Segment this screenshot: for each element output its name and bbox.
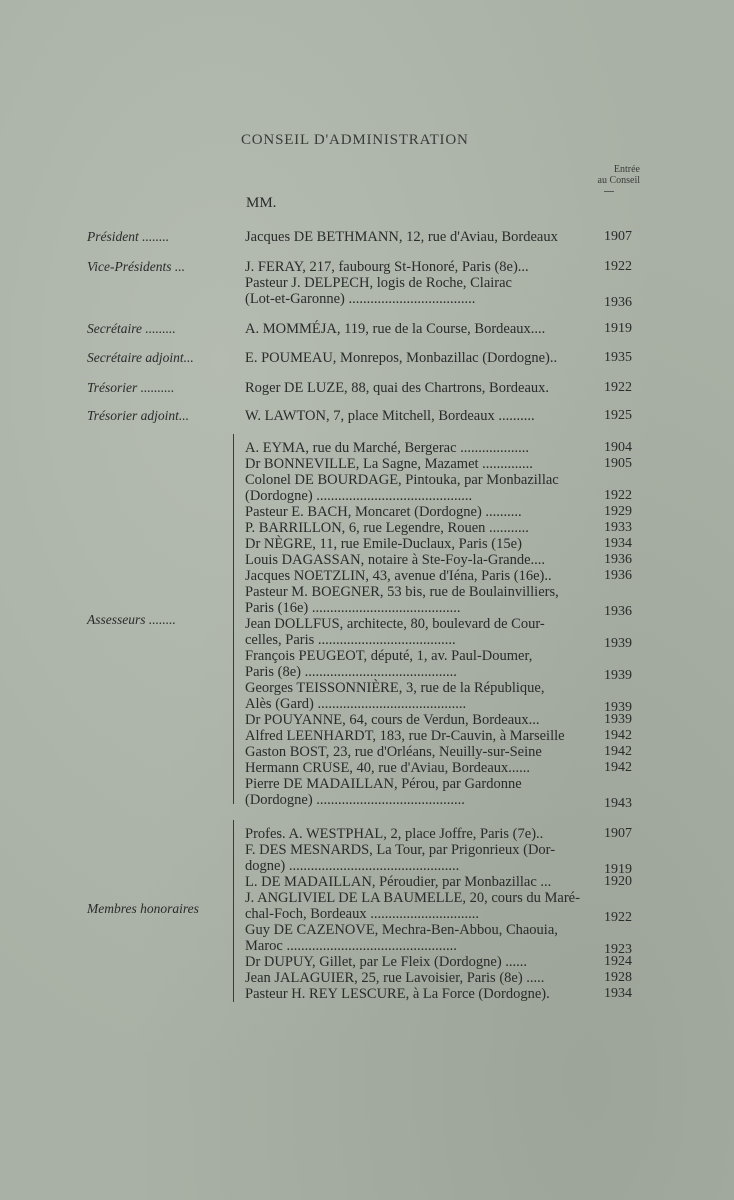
member-line xyxy=(245,456,639,472)
member-text: Paris (16e) ......................................... xyxy=(245,600,461,616)
member-text: chal-Foch, Bordeaux .............................. xyxy=(245,906,479,922)
member-line xyxy=(245,986,639,1002)
member-line xyxy=(245,600,639,616)
entry-year: 1942 xyxy=(604,744,632,759)
mm-label: MM. xyxy=(246,195,277,211)
entry-year: 1907 xyxy=(604,826,632,841)
member-text: Dr BONNEVILLE, La Sagne, Mazamet .............. xyxy=(245,456,533,472)
entry-year: 1928 xyxy=(604,970,632,985)
member-line xyxy=(245,616,639,632)
member-line xyxy=(245,696,639,712)
member-line xyxy=(245,744,639,760)
member-line xyxy=(245,440,639,456)
member-text: (Dordogne) ......................................... xyxy=(245,792,465,808)
entry-year: 1919 xyxy=(604,321,632,336)
member-line xyxy=(245,321,639,337)
member-line xyxy=(245,680,639,696)
member-text: A. EYMA, rue du Marché, Bergerac ................... xyxy=(245,440,530,456)
member-line xyxy=(245,890,639,906)
member-text: dogne) ............................................... xyxy=(245,858,460,874)
member-text: (Lot-et-Garonne) ................................... xyxy=(245,291,476,307)
member-line xyxy=(245,858,639,874)
entree-header-line-2: au Conseil xyxy=(597,175,640,186)
header-dash xyxy=(604,191,614,192)
member-text: Pierre DE MADAILLAN, Pérou, par Gardonne xyxy=(245,776,522,792)
role-tresorier-adjoint: Trésorier adjoint... xyxy=(87,408,190,423)
member-text: Pasteur J. DELPECH, logis de Roche, Clairac xyxy=(245,275,512,291)
page-title: CONSEIL D'ADMINISTRATION xyxy=(241,132,469,148)
member-line xyxy=(245,826,639,842)
entry-year: 1905 xyxy=(604,456,632,471)
member-text: Alès (Gard) ......................................... xyxy=(245,696,467,712)
member-text: F. DES MESNARDS, La Tour, par Prigonrieux (Dor- xyxy=(245,842,556,858)
member-text: Pasteur E. BACH, Moncaret (Dordogne) .......... xyxy=(245,504,522,520)
member-text: J. FERAY, 217, faubourg St-Honoré, Paris (8e)... xyxy=(245,259,529,275)
member-line xyxy=(245,275,639,291)
entry-year: 1924 xyxy=(604,954,632,969)
entry-year: 1933 xyxy=(604,520,632,535)
entry-year: 1922 xyxy=(604,380,632,395)
entry-year: 1922 xyxy=(604,259,632,274)
member-line xyxy=(245,472,639,488)
member-text: celles, Paris ...................................... xyxy=(245,632,456,648)
member-text: Maroc ............................................... xyxy=(245,938,457,954)
member-text: Paris (8e) .......................................... xyxy=(245,664,457,680)
member-line xyxy=(245,712,639,728)
entry-year: 1907 xyxy=(604,229,632,244)
member-text: P. BARRILLON, 6, rue Legendre, Rouen ........... xyxy=(245,520,529,536)
role-vice-presidents: Vice-Présidents ... xyxy=(87,259,185,274)
member-text: Pasteur M. BOEGNER, 53 bis, rue de Boulainvilliers, xyxy=(245,584,559,600)
member-text: J. ANGLIVIEL DE LA BAUMELLE, 20, cours du Maré- xyxy=(245,890,580,906)
member-line xyxy=(245,906,639,922)
member-text: E. POUMEAU, Monrepos, Monbazillac (Dordogne).. xyxy=(245,350,558,366)
entry-year: 1904 xyxy=(604,440,632,455)
entry-year: 1936 xyxy=(604,552,632,567)
member-text: Roger DE LUZE, 88, quai des Chartrons, Bordeaux. xyxy=(245,380,550,396)
member-text: François PEUGEOT, député, 1, av. Paul-Doumer, xyxy=(245,648,533,664)
member-text: (Dordogne) ........................................... xyxy=(245,488,473,504)
role-president: Président ........ xyxy=(87,229,170,244)
entry-year: 1934 xyxy=(604,986,632,1001)
member-line xyxy=(245,728,639,744)
member-line xyxy=(245,632,639,648)
member-line xyxy=(245,664,639,680)
member-text: Jean JALAGUIER, 25, rue Lavoisier, Paris (8e) ..... xyxy=(245,970,545,986)
member-text: Alfred LEENHARDT, 183, rue Dr-Cauvin, à Marseille xyxy=(245,728,565,744)
entry-year: 1942 xyxy=(604,728,632,743)
member-text: Dr DUPUY, Gillet, par Le Fleix (Dordogne) ...... xyxy=(245,954,528,970)
member-text: Georges TEISSONNIÈRE, 3, rue de la République, xyxy=(245,680,545,696)
member-text: Pasteur H. REY LESCURE, à La Force (Dordogne). xyxy=(245,986,550,1002)
member-text: Guy DE CAZENOVE, Mechra-Ben-Abbou, Chaouia, xyxy=(245,922,558,938)
member-line xyxy=(245,488,639,504)
entry-year: 1943 xyxy=(604,796,632,811)
entry-year: 1919 xyxy=(604,862,632,877)
entree-header xyxy=(584,164,640,186)
member-line xyxy=(245,922,639,938)
entry-year: 1936 xyxy=(604,295,632,310)
entry-year: 1935 xyxy=(604,350,632,365)
entry-year: 1920 xyxy=(604,874,632,889)
role-secretaire-adjoint: Secrétaire adjoint... xyxy=(87,350,194,365)
role-tresorier: Trésorier .......... xyxy=(87,380,175,395)
entree-header-line-1: Entrée xyxy=(613,164,640,175)
member-line xyxy=(245,970,639,986)
entry-year: 1929 xyxy=(604,504,632,519)
member-text: Louis DAGASSAN, notaire à Ste-Foy-la-Grande.... xyxy=(245,552,546,568)
role-secretaire: Secrétaire ......... xyxy=(87,321,176,336)
entry-year: 1922 xyxy=(604,488,632,503)
honoraires-brace xyxy=(233,820,234,1002)
member-text: Jean DOLLFUS, architecte, 80, boulevard de Cour- xyxy=(245,616,545,632)
entry-year: 1936 xyxy=(604,568,632,583)
member-line xyxy=(245,552,639,568)
member-line xyxy=(245,584,639,600)
entry-year: 1925 xyxy=(604,408,632,423)
member-line xyxy=(245,874,639,890)
entry-year: 1939 xyxy=(604,636,632,651)
entry-year: 1922 xyxy=(604,910,632,925)
entry-year: 1942 xyxy=(604,760,632,775)
member-text: Dr POUYANNE, 64, cours de Verdun, Bordeaux... xyxy=(245,712,540,728)
member-text: Dr NÈGRE, 11, rue Emile-Duclaux, Paris (15e) xyxy=(245,536,522,552)
member-text: Hermann CRUSE, 40, rue d'Aviau, Bordeaux...... xyxy=(245,760,531,776)
member-line xyxy=(245,229,639,245)
member-line xyxy=(245,536,639,552)
member-text: Jacques NOETZLIN, 43, avenue d'Iéna, Paris (16e).. xyxy=(245,568,552,584)
entry-year: 1936 xyxy=(604,604,632,619)
member-text: Profes. A. WESTPHAL, 2, place Joffre, Paris (7e).. xyxy=(245,826,544,842)
entry-year: 1923 xyxy=(604,942,632,957)
role-assesseurs: Assesseurs ........ xyxy=(87,612,176,627)
member-line xyxy=(245,408,639,424)
member-line xyxy=(245,380,639,396)
member-text: Jacques DE BETHMANN, 12, rue d'Aviau, Bordeaux xyxy=(245,229,558,245)
member-text: A. MOMMÉJA, 119, rue de la Course, Bordeaux.... xyxy=(245,321,546,337)
member-line xyxy=(245,760,639,776)
member-line xyxy=(245,259,639,275)
entry-year: 1939 xyxy=(604,712,632,727)
assesseurs-brace xyxy=(233,434,234,804)
member-line xyxy=(245,776,639,792)
entry-year: 1939 xyxy=(604,700,632,715)
member-line xyxy=(245,648,639,664)
member-line xyxy=(245,954,639,970)
role-membres-honoraires: Membres honoraires xyxy=(87,901,199,916)
member-line xyxy=(245,568,639,584)
member-line xyxy=(245,792,639,808)
member-line xyxy=(245,938,639,954)
entry-year: 1934 xyxy=(604,536,632,551)
member-line xyxy=(245,842,639,858)
member-text: L. DE MADAILLAN, Péroudier, par Monbazillac ... xyxy=(245,874,552,890)
member-text: Gaston BOST, 23, rue d'Orléans, Neuilly-sur-Seine xyxy=(245,744,542,760)
member-line xyxy=(245,504,639,520)
member-line xyxy=(245,291,639,307)
member-text: W. LAWTON, 7, place Mitchell, Bordeaux .......... xyxy=(245,408,535,424)
entry-year: 1939 xyxy=(604,668,632,683)
member-text: Colonel DE BOURDAGE, Pintouka, par Monbazillac xyxy=(245,472,559,488)
member-line xyxy=(245,350,639,366)
member-line xyxy=(245,520,639,536)
